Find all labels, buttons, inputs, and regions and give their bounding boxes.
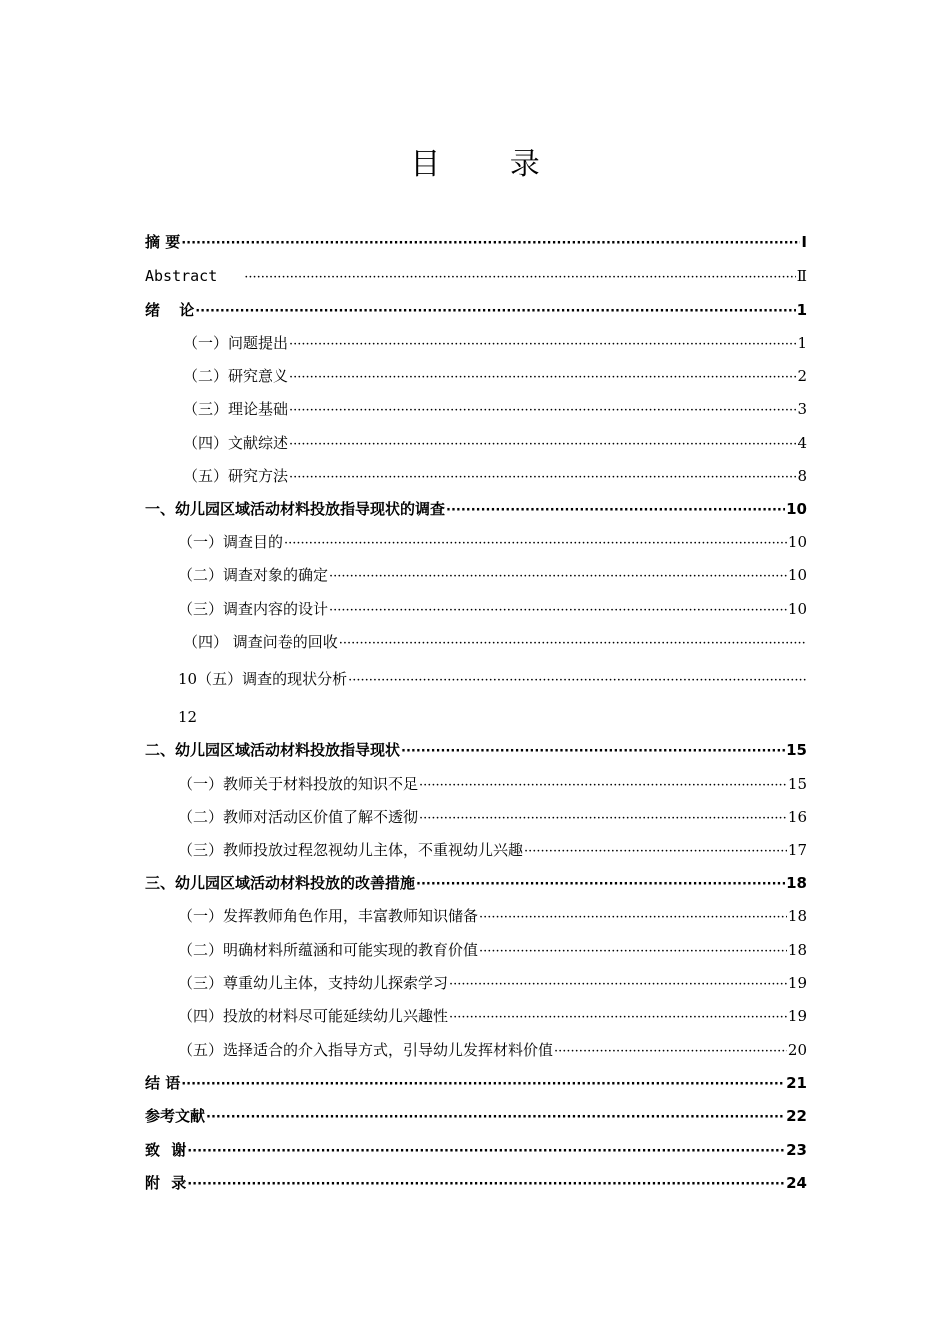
toc-leader bbox=[339, 632, 806, 656]
toc-entry-label: （二）调查对象的确定 bbox=[178, 566, 329, 584]
toc-entry-page: 19 bbox=[787, 974, 807, 992]
toc-entry-ch1-5[interactable] bbox=[178, 667, 807, 691]
toc-leader bbox=[449, 1006, 787, 1030]
toc-leader bbox=[348, 669, 806, 693]
toc-entry-ch3-3[interactable] bbox=[178, 971, 807, 995]
toc-entry-page: 16 bbox=[787, 808, 807, 826]
toc-entry-abstract-en[interactable] bbox=[145, 264, 807, 288]
toc-entry-intro-4[interactable] bbox=[183, 431, 807, 455]
toc-leader bbox=[479, 940, 787, 964]
toc-entry-page: 21 bbox=[786, 1074, 807, 1092]
toc-entry-page-prefix: 10 bbox=[178, 670, 198, 688]
toc-entry-chapter-1[interactable] bbox=[145, 497, 807, 521]
toc-leader bbox=[187, 1173, 785, 1197]
toc-entry-label: 三、幼儿园区域活动材料投放的改善措施 bbox=[145, 874, 416, 892]
toc-entry-page: 1 bbox=[796, 301, 807, 319]
toc-entry-ch3-5[interactable] bbox=[178, 1038, 807, 1062]
toc-leader bbox=[401, 740, 785, 764]
toc-entry-label: 结 语 bbox=[145, 1074, 181, 1092]
toc-entry-label: （二）研究意义 bbox=[183, 367, 289, 385]
toc-entry-page: 18 bbox=[786, 874, 807, 892]
toc-entry-ch2-1[interactable] bbox=[178, 772, 807, 796]
toc-leader bbox=[181, 232, 800, 256]
toc-entry-label: 附 录 bbox=[145, 1174, 187, 1192]
toc-entry-label: 摘 要 bbox=[145, 233, 181, 251]
toc-entry-label: （一）调查目的 bbox=[178, 533, 284, 551]
toc-entry-references[interactable] bbox=[145, 1104, 807, 1128]
toc-entry-page: 10 bbox=[787, 600, 807, 618]
toc-leader bbox=[419, 774, 787, 798]
toc-leader bbox=[449, 973, 787, 997]
toc-entry-page: Ⅰ bbox=[801, 233, 807, 251]
toc-entry-label: （一）问题提出 bbox=[183, 334, 289, 352]
toc-entry-ch1-1[interactable] bbox=[178, 530, 807, 554]
toc-entry-intro-1[interactable] bbox=[183, 331, 807, 355]
toc-entry-ch3-4[interactable] bbox=[178, 1004, 807, 1028]
toc-entry-page: 4 bbox=[797, 434, 807, 452]
toc-entry-page: 2 bbox=[797, 367, 807, 385]
toc-leader bbox=[195, 300, 795, 324]
toc-entry-label: 一、幼儿园区域活动材料投放指导现状的调查 bbox=[145, 500, 446, 518]
toc-entry-label: （二）明确材料所蕴涵和可能实现的教育价值 bbox=[178, 941, 479, 959]
toc-entry-page: 17 bbox=[787, 841, 807, 859]
toc-entry-label: （三）尊重幼儿主体，支持幼儿探索学习 bbox=[178, 974, 449, 992]
toc-entry-page: 18 bbox=[787, 907, 807, 925]
toc-entry-label: （一）发挥教师角色作用，丰富教师知识储备 bbox=[178, 907, 479, 925]
toc-entry-page: 24 bbox=[786, 1174, 807, 1192]
toc-entry-page: 3 bbox=[797, 400, 807, 418]
toc-entry-conclusion[interactable] bbox=[145, 1071, 807, 1095]
toc-leader bbox=[446, 499, 785, 523]
toc-entry-page: 23 bbox=[786, 1141, 807, 1159]
toc-entry-label: （五）选择适合的介入指导方式，引导幼儿发挥材料价值 bbox=[178, 1041, 554, 1059]
toc-leader bbox=[524, 840, 787, 864]
toc-entry-label: （二）教师对活动区价值了解不透彻 bbox=[178, 808, 419, 826]
toc-entry-label: 致 谢 bbox=[145, 1141, 187, 1159]
toc-entry-ch2-2[interactable] bbox=[178, 805, 807, 829]
toc-entry-page: 22 bbox=[786, 1107, 807, 1125]
toc-entry-ch1-5-page: 12 bbox=[178, 708, 198, 726]
toc-entry-ch1-3[interactable] bbox=[178, 597, 807, 621]
toc-leader bbox=[329, 565, 787, 589]
toc-entry-label: （一）教师关于材料投放的知识不足 bbox=[178, 775, 419, 793]
toc-leader bbox=[284, 532, 787, 556]
toc-entry-page: 1 bbox=[797, 334, 807, 352]
toc-leader bbox=[419, 807, 787, 831]
page-title: 目 录 bbox=[410, 147, 570, 182]
toc-entry-label: （三）调查内容的设计 bbox=[178, 600, 329, 618]
toc-leader bbox=[329, 599, 787, 623]
toc-entry-label: （四） 调查问卷的回收 bbox=[183, 633, 338, 651]
toc-leader bbox=[554, 1040, 787, 1064]
toc-entry-label: （四）文献综述 bbox=[183, 434, 289, 452]
toc-entry-label: 绪 论 bbox=[145, 301, 195, 319]
toc-entry-introduction[interactable] bbox=[145, 298, 807, 322]
toc-entry-ch3-1[interactable] bbox=[178, 904, 807, 928]
toc-entry-ch3-2[interactable] bbox=[178, 938, 807, 962]
toc-entry-page: 19 bbox=[787, 1007, 807, 1025]
toc-entry-intro-3[interactable] bbox=[183, 397, 807, 421]
toc-leader bbox=[289, 466, 796, 490]
toc-entry-label: （三）教师投放过程忽视幼儿主体，不重视幼儿兴趣 bbox=[178, 841, 524, 859]
toc-entry-ch1-2[interactable] bbox=[178, 563, 807, 587]
toc-entry-appendix[interactable] bbox=[145, 1171, 807, 1195]
toc-entry-acknowledgements[interactable] bbox=[145, 1138, 807, 1162]
toc-entry-label: （五）调查的现状分析 bbox=[197, 670, 348, 688]
toc-entry-intro-2[interactable] bbox=[183, 364, 807, 388]
toc-entry-ch2-3[interactable] bbox=[178, 838, 807, 862]
toc-entry-page: 10 bbox=[786, 500, 807, 518]
toc-entry-page: 20 bbox=[787, 1041, 807, 1059]
toc-leader bbox=[479, 906, 787, 930]
toc-entry-label: （四）投放的材料尽可能延续幼儿兴趣性 bbox=[178, 1007, 449, 1025]
toc-leader bbox=[187, 1140, 785, 1164]
toc-entry-label: Abstract bbox=[145, 267, 218, 285]
toc-entry-intro-5[interactable] bbox=[183, 464, 807, 488]
toc-leader bbox=[416, 873, 785, 897]
toc-entry-chapter-2[interactable] bbox=[145, 738, 807, 762]
toc-entry-label: 二、幼儿园区域活动材料投放指导现状 bbox=[145, 741, 401, 759]
toc-entry-abstract-cn[interactable] bbox=[145, 230, 807, 254]
toc-entry-chapter-3[interactable] bbox=[145, 871, 807, 895]
toc-leader bbox=[244, 266, 796, 290]
toc-entry-label: （三）理论基础 bbox=[183, 400, 289, 418]
toc-leader bbox=[289, 333, 796, 357]
toc-entry-page: 8 bbox=[797, 467, 807, 485]
toc-entry-page: 10 bbox=[787, 533, 807, 551]
toc-entry-label: （五）研究方法 bbox=[183, 467, 289, 485]
toc-entry-page: Ⅱ bbox=[796, 267, 807, 285]
toc-leader bbox=[206, 1106, 785, 1130]
toc-entry-page: 10 bbox=[787, 566, 807, 584]
toc-leader bbox=[289, 433, 796, 457]
toc-leader bbox=[289, 366, 796, 390]
toc-entry-page: 15 bbox=[786, 741, 807, 759]
toc-leader bbox=[181, 1073, 785, 1097]
toc-entry-label: 参考文献 bbox=[145, 1107, 206, 1125]
toc-entry-ch1-4[interactable] bbox=[183, 630, 807, 654]
toc-entry-page: 15 bbox=[787, 775, 807, 793]
toc-entry-page: 18 bbox=[787, 941, 807, 959]
toc-leader bbox=[289, 399, 796, 423]
